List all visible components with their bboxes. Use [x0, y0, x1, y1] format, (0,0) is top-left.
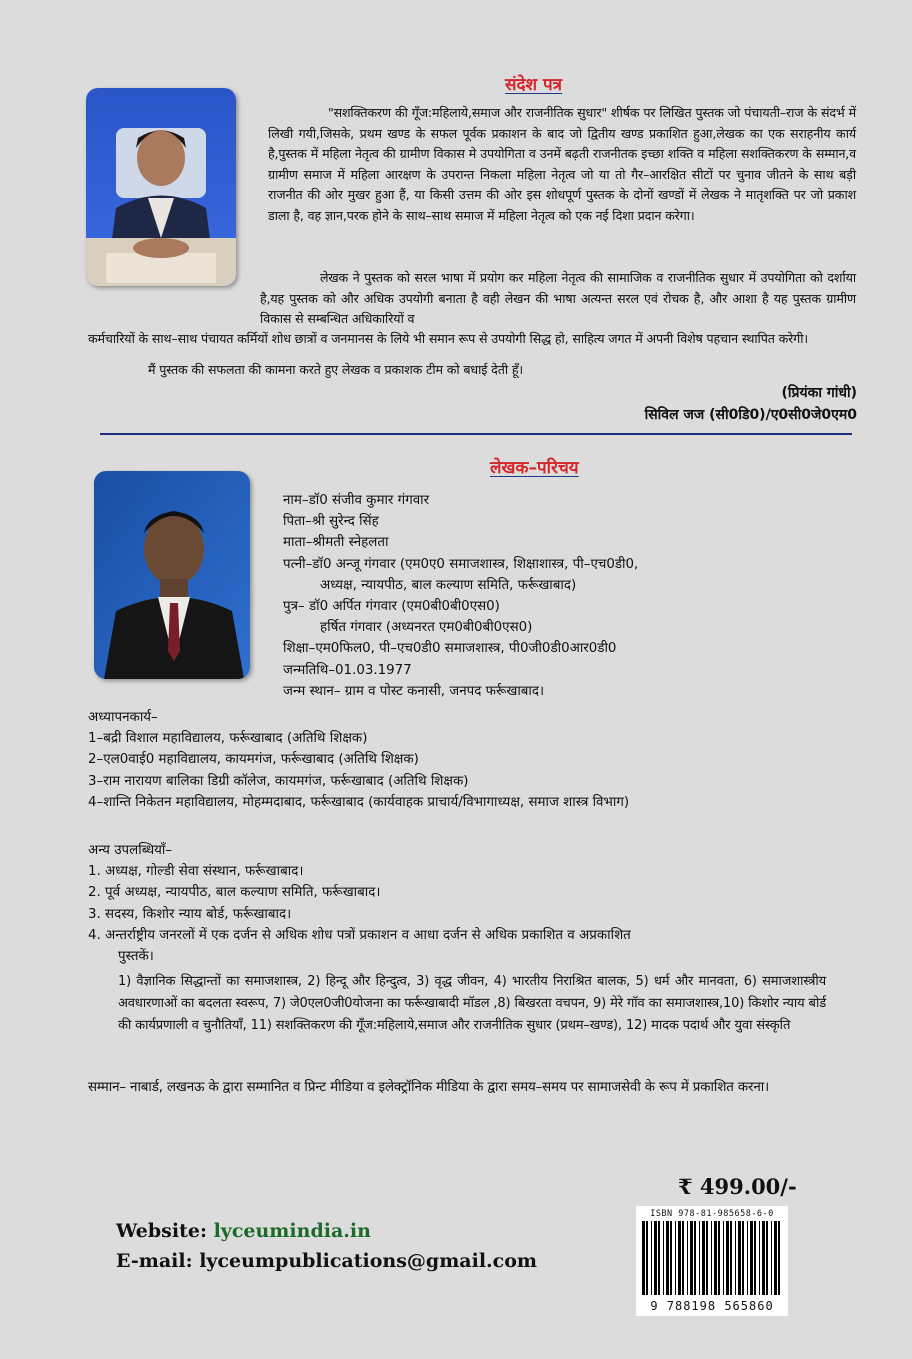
- books-paragraph: 1) वैज्ञानिक सिद्धान्तों का समाजशास्त्र, 2) हिन्दू और हिन्दुत्व, 3) वृद्ध जीवन, 4) भारतीय निराश्रित बालक, 5) धर्म और मानवता, 6) समाजशास्त्रीय अवधारणाओं का बदलता स्वरूप, 7) जे0एल0जी0योजना का फर्रूखाबादी मॉडल ,8) बिखरता वचपन, 9) मेरे गॉव का समाजशास्त्र,10) किशोर न्याय बोर्ड की कार्यप्रणाली व चुनौतियॉं, 11) सशक्तिकरण की गूँज:महिलाये,समाज और राजनीतिक सुधार (प्रथम–खण्ड), 12) मादक पदार्थ और युवा संस्कृति: [118, 974, 827, 1033]
- barcode-bar: [663, 1221, 664, 1295]
- achievements-heading: अन्य उपलब्धियॉं–: [88, 843, 173, 858]
- list-item: 4–शान्ति निकेतन महाविद्यालय, मोहम्मदाबाद, फर्रूखाबाद (कार्यवाहक प्राचार्य/विभागाध्यक्ष, समाज शास्त्र विभाग): [88, 794, 630, 810]
- barcode-bar: [742, 1221, 744, 1295]
- message-paragraph-3: मैं पुस्तक की सफलता की कामना करते हुए लेखक व प्रकाशक टीम को बधाई देती हूँ।: [148, 362, 524, 377]
- achievements-list: [88, 840, 631, 967]
- email-line: [116, 1250, 537, 1272]
- website-line: [116, 1220, 371, 1242]
- barcode-bar: [699, 1221, 700, 1295]
- author-wife-cont: अध्यक्ष, न्यायपीठ, बाल कल्याण समिति, फर्रूखाबाद): [320, 577, 577, 593]
- judge-photo: [86, 88, 236, 286]
- list-item: 2–एल0वाई0 महाविद्यालय, कायमगंज, फर्रूखाबाद (अतिथि शिक्षक): [88, 752, 419, 768]
- message-paragraph-1: "सशक्तिकरण की गूँज:महिलाये,समाज और राजनीतिक सुधार" शीर्षक पर लिखित पुस्तक जो पंचायती–राज के संदर्भ में लिखी गयी,जिसके, प्रथम खण्ड के सफल पूर्वक प्रकाशन के बाद जो द्वितीय खण्ड प्रकाशित हुआ,लेखक का एक सराहनीय कार्य है,पुस्तक में महिला नेतृत्व की ग्रामीण विकास मे उपयोगिता व उनमें बढ़ती राजनीतक इच्छा शक्ति व महिला सशक्तिकरण के सम्मान,व ग्रामीण समाज में महिला आरक्षण के उपरान्त निकला महिला नेतृत्व जो या तो गैर–आरक्षित सीटों पर चुनाव जीतने के साथ बड़ी राजनीत की ओर मुखर हुआ हैं, या किसी उत्तम की ओर इस शोधपूर्ण पुस्तक के दोनों खण्डों में लेखक ने मातृशक्ति पर जो प्रकाश डाला है, वह ज्ञान,परक होने के साथ–साथ समाज में महिला नेतृत्व को एक नई दिशा प्रदान करेगा।: [268, 105, 857, 223]
- message-paragraph-2b: कर्मचारियों के साथ–साथ पंचायत कर्मियों शोध छात्रों व जनमानस के लिये भी समान रूप से उपयोगी सिद्ध हो, साहित्य जगत में अपनी विशेष पहचान स्थापित करेगी।: [88, 331, 808, 346]
- barcode-bar: [651, 1221, 652, 1295]
- barcode-bar: [666, 1221, 669, 1295]
- barcode-bar: [718, 1221, 720, 1295]
- barcode-bar: [726, 1221, 729, 1295]
- list-item: 1–बद्री विशाल महाविद्यालय, फर्रूखाबाद (अतिथि शिक्षक): [88, 731, 368, 747]
- barcode-bar: [750, 1221, 753, 1295]
- list-item: 3–राम नारायण बालिका डिग्री कॉलेज, कायमगंज, फर्रूखाबाद (अतिथि शिक्षक): [88, 773, 469, 789]
- judge-portrait-image: [86, 88, 236, 286]
- list-item: 4. अन्तर्राष्ट्रीय जनरलों में एक दर्जन से अधिक शोध पत्रों प्रकाशन व आधा दर्जन से अधिक प्रकाशित व अप्रकाशित: [88, 927, 631, 943]
- message-heading: संदेश पत्र: [505, 75, 563, 95]
- author-name: नाम–डॉ0 संजीव कुमार गंगवार: [283, 493, 430, 508]
- barcode-bar: [754, 1221, 756, 1295]
- barcode-bar: [654, 1221, 657, 1295]
- isbn-label: ISBN 978-81-985658-6-0: [650, 1209, 774, 1219]
- section-divider: [100, 433, 852, 435]
- book-price: ₹ 499.00/-: [678, 1174, 797, 1199]
- barcode-bar: [735, 1221, 736, 1295]
- signature-title: सिविल जज (सी0डि0)/ए0सी0जे0एम0: [644, 407, 857, 423]
- barcode-bar: [682, 1221, 684, 1295]
- author-dob: जन्मतिथि–01.03.1977: [283, 662, 412, 678]
- barcode-bar: [687, 1221, 688, 1295]
- barcode-bar: [675, 1221, 676, 1295]
- teaching-heading: अध्यापनकार्य–: [88, 710, 158, 725]
- barcode-bar: [759, 1221, 760, 1295]
- barcode-bar: [766, 1221, 768, 1295]
- barcode-digits: 9 788198 565860: [650, 1299, 774, 1313]
- author-birthplace: जन्म स्थान– ग्राम व पोस्ट कनासी, जनपद फर्रूखाबाद।: [283, 683, 545, 699]
- barcode-bar: [738, 1221, 741, 1295]
- honors-paragraph: सम्मान– नाबार्ड, लखनऊ के द्वारा सम्मानित व प्रिन्ट मीडिया व इलेक्ट्रॉनिक मीडिया के द्वारा समय–समय पर सामाजसेवी के रूप में प्रकाशित करना।: [88, 1080, 770, 1095]
- barcode-bar: [694, 1221, 696, 1295]
- barcode-bar: [646, 1221, 648, 1295]
- barcode-bar: [747, 1221, 748, 1295]
- website-label: Website:: [116, 1220, 214, 1242]
- barcode-bar: [690, 1221, 693, 1295]
- barcode-bars: [640, 1219, 784, 1297]
- barcode-bar: [706, 1221, 708, 1295]
- author-wife: पत्नी–डॉ0 अन्जू गंगवार (एम0ए0 समाजशास्त्र, शिक्षाशास्त्र, पी–एच0डी0,: [283, 556, 639, 572]
- barcode: [636, 1206, 788, 1316]
- author-photo: [94, 471, 250, 679]
- list-item: 1. अध्यक्ष, गोल्डी सेवा संस्थान, फर्रूखाबाद।: [88, 864, 304, 880]
- barcode-bar: [762, 1221, 765, 1295]
- teaching-list: [88, 707, 629, 813]
- author-son-2: हर्षित गंगवार (अध्यनरत एम0बी0बी0एस0): [320, 620, 533, 636]
- barcode-bar: [642, 1221, 645, 1295]
- barcode-bar: [702, 1221, 705, 1295]
- website-link[interactable]: lyceumindia.in: [213, 1220, 371, 1242]
- author-education: शिक्षा–एम0फिल0, पी–एच0डी0 समाजशास्त्र, पी0जी0डी0आर0डी0: [283, 641, 617, 657]
- email-link[interactable]: lyceumpublications@gmail.com: [199, 1250, 538, 1272]
- list-item: 2. पूर्व अध्यक्ष, न्यायपीठ, बाल कल्याण समिति, फर्रूखाबाद।: [88, 885, 381, 901]
- barcode-bar: [711, 1221, 712, 1295]
- message-paragraph-2a: लेखक ने पुस्तक को सरल भाषा में प्रयोग कर महिला नेतृत्व की सामाजिक व राजनीतिक सुधार में उपयोगिता को दर्शाया है,यह पुस्तक को और अधिक उपयोगी बनाता है वही लेखन की भाषा अत्यन्त सरल एवं रोचक है, और आशा है यह पुस्तक ग्रामीण विकास से सम्बन्धित अधिकारियों व: [260, 270, 857, 326]
- author-father: पिता–श्री सुरेन्द सिंह: [283, 514, 379, 530]
- barcode-bar: [778, 1221, 780, 1295]
- barcode-bar: [658, 1221, 660, 1295]
- author-details: [283, 490, 638, 702]
- email-label: E-mail:: [116, 1250, 200, 1272]
- barcode-bar: [670, 1221, 672, 1295]
- author-portrait-image: [94, 471, 250, 679]
- list-item: पुस्तकें।: [118, 949, 154, 965]
- barcode-bar: [723, 1221, 724, 1295]
- author-son: पुत्र– डॉ0 अर्पित गंगवार (एम0बी0बी0एस0): [283, 599, 500, 615]
- barcode-bar: [678, 1221, 681, 1295]
- signature-name: (प्रियंका गांधी): [781, 385, 857, 401]
- barcode-bar: [730, 1221, 732, 1295]
- barcode-bar: [771, 1221, 772, 1295]
- list-item: 3. सदस्य, किशोर न्याय बोर्ड, फर्रूखाबाद।: [88, 906, 292, 922]
- author-mother: माता–श्रीमती स्नेहलता: [283, 535, 389, 551]
- barcode-bar: [774, 1221, 777, 1295]
- author-heading: लेखक–परिचय: [490, 458, 579, 478]
- barcode-bar: [714, 1221, 717, 1295]
